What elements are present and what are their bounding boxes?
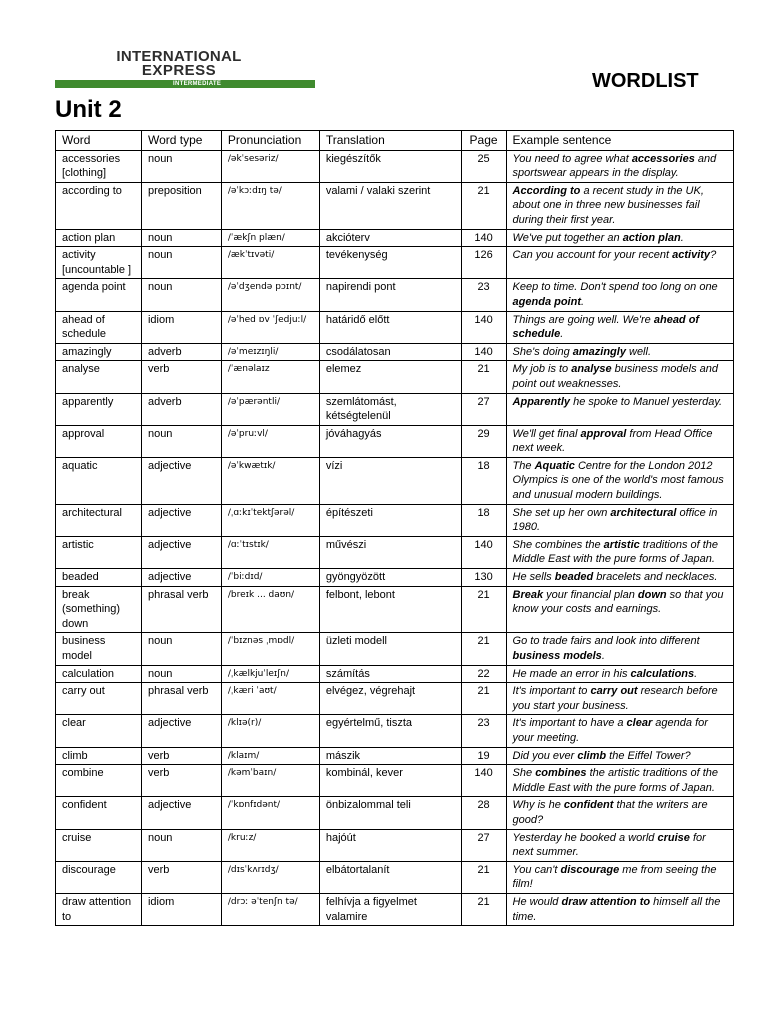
word-cell: approval <box>56 425 142 457</box>
example-keyword: According to <box>512 184 581 197</box>
example-text: Go to trade fairs and look into different <box>512 635 700 648</box>
example-keyword: Break <box>512 588 544 601</box>
pronunciation-cell: /ˌkæri ˈaʊt/ <box>221 683 319 715</box>
pronunciation-cell: /əˈhed ɒv ˈʃedjuːl/ <box>221 311 319 343</box>
example-text: He sells <box>512 571 555 584</box>
word-type-cell: adjective <box>141 715 221 747</box>
pronunciation-cell: /ˈbɪznəs ˌmɒdl/ <box>221 633 319 665</box>
pronunciation-cell: /əˈpruːvl/ <box>221 425 319 457</box>
word-type-cell: noun <box>141 229 221 247</box>
table-row <box>56 361 734 393</box>
example-text: . <box>560 328 564 341</box>
example-keyword: activity <box>672 249 711 262</box>
word-cell: apparently <box>56 393 142 425</box>
example-keyword: analyse <box>571 363 612 376</box>
pronunciation-cell: /kəmˈbaɪn/ <box>221 765 319 797</box>
page-cell: 21 <box>461 586 506 633</box>
logo-line-1: INTERNATIONAL <box>116 48 242 65</box>
word-cell: cruise <box>56 829 142 861</box>
example-keyword: Aquatic <box>534 459 575 472</box>
page-cell: 29 <box>461 425 506 457</box>
example-text: It's important to have a <box>512 717 627 730</box>
page-cell: 140 <box>461 765 506 797</box>
example-text: me from seeing the film! <box>512 863 717 891</box>
translation-cell: felhívja a figyelmet valamire <box>319 893 461 925</box>
page-cell: 22 <box>461 665 506 683</box>
example-cell <box>506 797 733 829</box>
example-text: the artistic traditions of the Middle East with the pure forms of Japan. <box>512 767 718 794</box>
word-type-cell: noun <box>141 150 221 182</box>
word-type-cell: adjective <box>141 536 221 568</box>
translation-cell: csodálatosan <box>319 343 461 361</box>
word-cell: confident <box>56 797 142 829</box>
word-cell: discourage <box>56 861 142 893</box>
page-cell: 27 <box>461 393 506 425</box>
example-text: He made an error in his <box>512 667 631 680</box>
example-keyword: business models <box>512 650 602 662</box>
word-cell: amazingly <box>56 343 142 361</box>
pronunciation-cell: /ˈækʃn plæn/ <box>221 229 319 247</box>
example-text: agenda for your meeting. <box>512 717 708 744</box>
example-text: Can you account for your recent <box>512 249 673 262</box>
pronunciation-cell: /kruːz/ <box>221 829 319 861</box>
example-cell <box>506 747 733 765</box>
pronunciation-cell: /ˈkɒnfɪdənt/ <box>221 797 319 829</box>
table-row <box>56 633 734 665</box>
translation-cell: üzleti modell <box>319 633 461 665</box>
table-row <box>56 343 734 361</box>
document-title: WORDLIST <box>592 70 699 92</box>
example-keyword: accessories <box>631 152 695 165</box>
pronunciation-cell: /əˈkwætɪk/ <box>221 457 319 504</box>
word-cell: carry out <box>56 683 142 715</box>
page-cell: 140 <box>461 343 506 361</box>
page-cell: 27 <box>461 829 506 861</box>
page-cell: 140 <box>461 311 506 343</box>
translation-cell: gyöngyözött <box>319 569 461 587</box>
word-cell: ahead of schedule <box>56 311 142 343</box>
header-word: Word <box>56 131 142 151</box>
page-cell: 25 <box>461 150 506 182</box>
example-text: Why is he <box>512 799 564 812</box>
translation-cell: valami / valaki szerint <box>319 182 461 229</box>
page-cell: 21 <box>461 683 506 715</box>
example-cell <box>506 765 733 797</box>
page-cell: 140 <box>461 536 506 568</box>
example-cell <box>506 569 733 587</box>
example-cell <box>506 311 733 343</box>
word-type-cell: phrasal verb <box>141 683 221 715</box>
word-cell: artistic <box>56 536 142 568</box>
example-text: a recent study in the UK, about one in three new businesses fail during their first year. <box>512 184 704 226</box>
table-row <box>56 425 734 457</box>
table-row <box>56 229 734 247</box>
example-cell <box>506 683 733 715</box>
table-row <box>56 747 734 765</box>
example-text: ? <box>710 249 717 262</box>
word-cell: clear <box>56 715 142 747</box>
example-cell <box>506 861 733 893</box>
table-row <box>56 279 734 311</box>
example-keyword: carry out <box>590 685 638 698</box>
word-type-cell: noun <box>141 425 221 457</box>
pronunciation-cell: /əˈpærəntli/ <box>221 393 319 425</box>
word-cell: break (something) down <box>56 586 142 633</box>
example-cell <box>506 279 733 311</box>
translation-cell: szemlátomást, kétségtelenül <box>319 393 461 425</box>
example-text: You can't <box>512 863 561 876</box>
word-cell: combine <box>56 765 142 797</box>
word-type-cell: idiom <box>141 893 221 925</box>
translation-cell: vízi <box>319 457 461 504</box>
logo-level: INTERMEDIATE <box>173 81 222 87</box>
example-cell <box>506 586 733 633</box>
example-text: Centre for the London 2012 Olympics is one of the world's most famous and unusual modern buildings. <box>512 459 724 502</box>
example-cell <box>506 182 733 229</box>
unit-title: Unit 2 <box>55 96 122 123</box>
example-keyword: discourage <box>560 863 620 876</box>
example-cell <box>506 247 733 279</box>
translation-cell: egyértelmű, tiszta <box>319 715 461 747</box>
table-row <box>56 586 734 633</box>
word-type-cell: noun <box>141 279 221 311</box>
translation-cell: elemez <box>319 361 461 393</box>
translation-cell: napirendi pont <box>319 279 461 311</box>
example-text: your financial plan <box>543 588 638 601</box>
example-cell <box>506 536 733 568</box>
table-row <box>56 150 734 182</box>
example-text: Keep to time. Don't spend too long on one <box>512 281 718 294</box>
example-keyword: approval <box>580 427 627 440</box>
table-row <box>56 504 734 536</box>
example-text: He would <box>512 895 562 908</box>
pronunciation-cell: /ɑːˈtɪstɪk/ <box>221 536 319 568</box>
example-keyword: amazingly <box>572 345 626 358</box>
word-cell: accessories [clothing] <box>56 150 142 182</box>
pronunciation-cell: /klɪə(r)/ <box>221 715 319 747</box>
pronunciation-cell: /əˈdʒendə pɔɪnt/ <box>221 279 319 311</box>
example-text: office in 1980. <box>512 506 718 534</box>
table-row <box>56 569 734 587</box>
word-cell: architectural <box>56 504 142 536</box>
example-keyword: climb <box>577 749 607 762</box>
pronunciation-cell: /əkˈsesəriz/ <box>221 150 319 182</box>
example-text: traditions of the Middle East with the pure forms of Japan. <box>512 538 719 566</box>
header-translation: Translation <box>319 131 461 151</box>
word-type-cell: noun <box>141 829 221 861</box>
page-cell: 21 <box>461 182 506 229</box>
example-text: bracelets and necklaces. <box>593 571 718 584</box>
word-type-cell: phrasal verb <box>141 586 221 633</box>
example-cell <box>506 665 733 683</box>
page-cell: 21 <box>461 633 506 665</box>
example-text: . <box>601 650 605 662</box>
pronunciation-cell: /breɪk ... daʊn/ <box>221 586 319 633</box>
example-text: She <box>512 767 536 780</box>
translation-cell: számítás <box>319 665 461 683</box>
example-text: the Eiffel Tower? <box>606 749 691 762</box>
example-keyword: draw attention to <box>561 895 651 908</box>
word-cell: analyse <box>56 361 142 393</box>
header-word-type: Word type <box>141 131 221 151</box>
page-cell: 19 <box>461 747 506 765</box>
translation-cell: mászik <box>319 747 461 765</box>
example-keyword: clear <box>626 717 653 730</box>
example-text: that the writers are good? <box>512 799 708 826</box>
example-text: . <box>581 295 585 308</box>
translation-cell: elvégez, végrehajt <box>319 683 461 715</box>
translation-cell: kombinál, kever <box>319 765 461 797</box>
word-type-cell: verb <box>141 861 221 893</box>
translation-cell: határidő előtt <box>319 311 461 343</box>
page-cell: 23 <box>461 715 506 747</box>
example-cell <box>506 893 733 925</box>
table-row <box>56 182 734 229</box>
example-text: he spoke to Manuel yesterday. <box>570 395 723 408</box>
example-cell <box>506 361 733 393</box>
example-keyword: artistic <box>603 538 640 551</box>
table-row <box>56 893 734 925</box>
example-cell <box>506 715 733 747</box>
example-text: for next summer. <box>512 831 706 859</box>
word-cell: draw attention to <box>56 893 142 925</box>
example-text: Things are going well. We're <box>512 313 654 326</box>
example-keyword: architectural <box>610 506 677 519</box>
table-row <box>56 393 734 425</box>
example-text: himself all the time. <box>512 895 721 923</box>
example-text: She set up her own <box>512 506 611 519</box>
table-row <box>56 829 734 861</box>
pronunciation-cell: /ækˈtɪvəti/ <box>221 247 319 279</box>
page-cell: 21 <box>461 361 506 393</box>
translation-cell: önbizalommal teli <box>319 797 461 829</box>
example-text: from Head Office next week. <box>512 427 713 455</box>
example-text: We've put together an <box>512 231 623 244</box>
table-row <box>56 536 734 568</box>
publisher-logo <box>55 43 315 89</box>
word-type-cell: noun <box>141 633 221 665</box>
word-type-cell: adjective <box>141 504 221 536</box>
page-cell: 126 <box>461 247 506 279</box>
word-cell: business model <box>56 633 142 665</box>
example-text: . <box>680 231 684 244</box>
example-keyword: agenda point <box>512 295 581 308</box>
example-text: research before you start your business. <box>512 685 718 712</box>
example-cell <box>506 229 733 247</box>
pronunciation-cell: /ˈænəlaɪz <box>221 361 319 393</box>
example-text: The <box>512 459 535 472</box>
example-cell <box>506 425 733 457</box>
logo-bar <box>55 80 315 88</box>
page-cell: 21 <box>461 893 506 925</box>
example-keyword: calculations <box>630 667 695 680</box>
table-row <box>56 311 734 343</box>
example-cell <box>506 633 733 665</box>
example-text: You need to agree what <box>512 152 632 165</box>
example-text: Yesterday he booked a world <box>512 831 658 844</box>
wordlist-table <box>55 130 734 926</box>
word-type-cell: preposition <box>141 182 221 229</box>
example-keyword: cruise <box>657 831 690 844</box>
word-cell: calculation <box>56 665 142 683</box>
example-text: and sportswear appears in the display. <box>512 152 717 180</box>
page-cell: 18 <box>461 504 506 536</box>
translation-cell: felbont, lebont <box>319 586 461 633</box>
pronunciation-cell: /əˈmeɪzɪŋli/ <box>221 343 319 361</box>
page-cell: 23 <box>461 279 506 311</box>
word-type-cell: noun <box>141 665 221 683</box>
example-keyword: Apparently <box>512 395 571 408</box>
example-keyword: down <box>637 588 667 601</box>
word-cell: activity [uncountable ] <box>56 247 142 279</box>
pronunciation-cell: /dɪsˈkʌrɪdʒ/ <box>221 861 319 893</box>
word-cell: climb <box>56 747 142 765</box>
header-page: Page <box>461 131 506 151</box>
table-row <box>56 797 734 829</box>
word-type-cell: idiom <box>141 311 221 343</box>
example-text: She's doing <box>512 345 573 358</box>
pronunciation-cell: /klaɪm/ <box>221 747 319 765</box>
example-keyword: combines <box>535 767 587 780</box>
pronunciation-cell: /ˈbiːdɪd/ <box>221 569 319 587</box>
translation-cell: elbátortalanít <box>319 861 461 893</box>
example-text: Did you ever <box>512 749 578 762</box>
example-keyword: ahead of schedule <box>512 313 700 341</box>
example-text: It's important to <box>512 685 591 698</box>
translation-cell: építészeti <box>319 504 461 536</box>
example-text: We'll get final <box>512 427 581 440</box>
word-cell: action plan <box>56 229 142 247</box>
example-text: well. <box>625 345 651 358</box>
word-cell: according to <box>56 182 142 229</box>
table-row <box>56 861 734 893</box>
word-type-cell: verb <box>141 765 221 797</box>
pronunciation-cell: /ˌɑːkɪˈtektʃərəl/ <box>221 504 319 536</box>
word-type-cell: adjective <box>141 457 221 504</box>
translation-cell: jóváhagyás <box>319 425 461 457</box>
table-row <box>56 247 734 279</box>
word-type-cell: adverb <box>141 393 221 425</box>
table-row <box>56 665 734 683</box>
example-text: She combines the <box>512 538 604 551</box>
example-cell <box>506 504 733 536</box>
example-text: My job is to <box>512 363 572 376</box>
page-cell: 28 <box>461 797 506 829</box>
word-type-cell: noun <box>141 247 221 279</box>
translation-cell: hajóút <box>319 829 461 861</box>
header-example: Example sentence <box>506 131 733 151</box>
word-type-cell: adjective <box>141 569 221 587</box>
logo-line-2: EXPRESS <box>141 62 217 79</box>
table-row <box>56 765 734 797</box>
pronunciation-cell: /ˌkælkjuˈleɪʃn/ <box>221 665 319 683</box>
example-cell <box>506 457 733 504</box>
word-cell: agenda point <box>56 279 142 311</box>
header-pronunciation: Pronunciation <box>221 131 319 151</box>
page-cell: 18 <box>461 457 506 504</box>
header-row <box>56 131 734 151</box>
example-text: business models and point out weaknesses. <box>512 363 719 390</box>
table-row <box>56 457 734 504</box>
example-cell <box>506 150 733 182</box>
page-cell: 140 <box>461 229 506 247</box>
pronunciation-cell: /əˈkɔːdɪŋ tə/ <box>221 182 319 229</box>
word-type-cell: adverb <box>141 343 221 361</box>
translation-cell: akcióterv <box>319 229 461 247</box>
example-keyword: confident <box>563 799 614 812</box>
page-cell: 21 <box>461 861 506 893</box>
example-cell <box>506 393 733 425</box>
example-keyword: action plan <box>622 231 681 244</box>
word-cell: beaded <box>56 569 142 587</box>
translation-cell: művészi <box>319 536 461 568</box>
word-type-cell: adjective <box>141 797 221 829</box>
word-type-cell: verb <box>141 747 221 765</box>
table-row <box>56 715 734 747</box>
word-cell: aquatic <box>56 457 142 504</box>
pronunciation-cell: /drɔː əˈtenʃn tə/ <box>221 893 319 925</box>
example-keyword: beaded <box>554 571 594 584</box>
example-cell <box>506 829 733 861</box>
page-cell: 130 <box>461 569 506 587</box>
translation-cell: kiegészítők <box>319 150 461 182</box>
example-text: . <box>694 667 698 680</box>
word-type-cell: verb <box>141 361 221 393</box>
translation-cell: tevékenység <box>319 247 461 279</box>
example-text: so that you know your costs and earnings. <box>512 588 724 616</box>
table-row <box>56 683 734 715</box>
example-cell <box>506 343 733 361</box>
